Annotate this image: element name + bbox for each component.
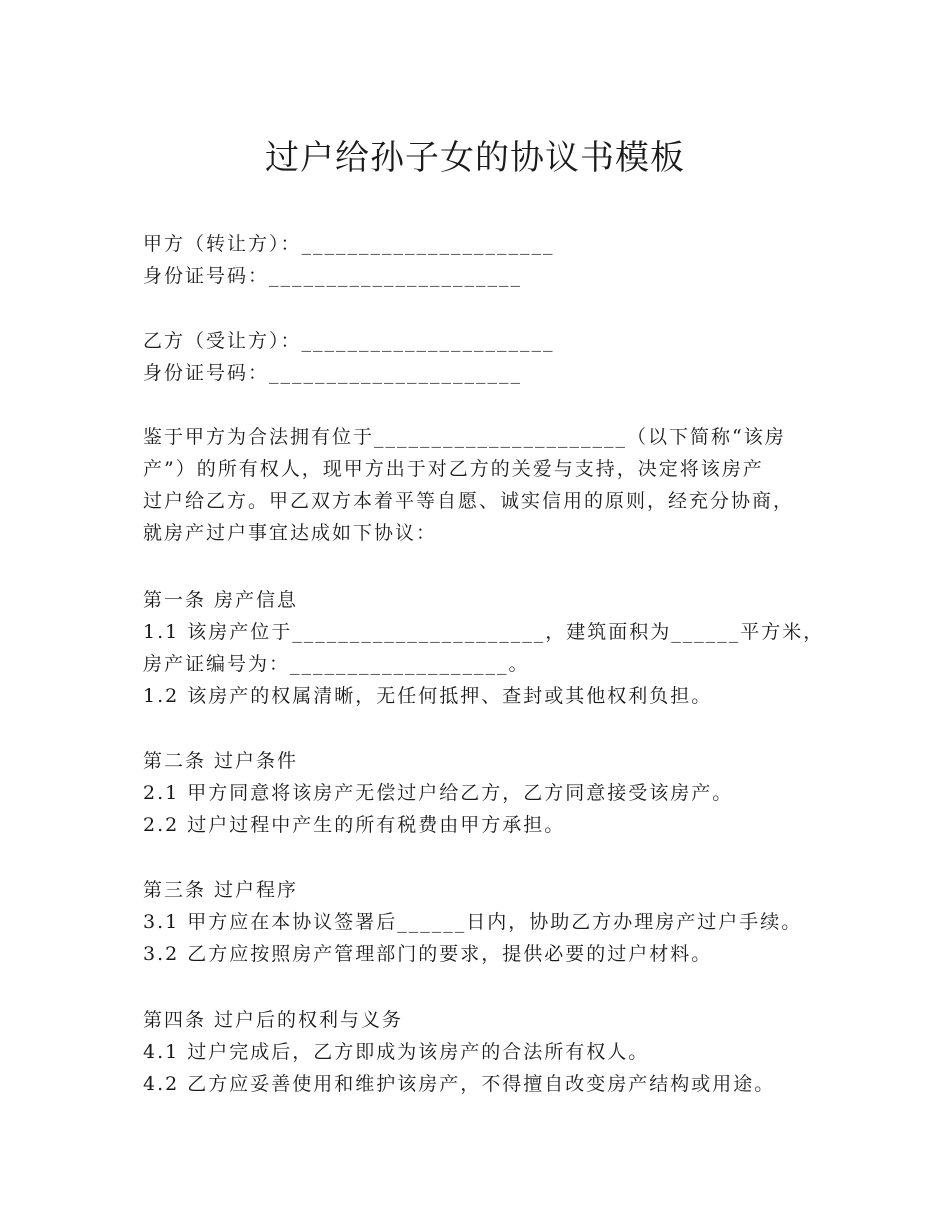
preamble-line: 就房产过户事宜达成如下协议： [143,522,438,544]
article3-line: 3.1 甲方应在本协议签署后______日内，协助乙方办理房产过户手续。 [143,911,803,933]
article2-line: 2.2 过户过程中产生的所有税费由甲方承担。 [143,814,566,836]
preamble-line: 过户给乙方。甲乙双方本着平等自愿、诚实信用的原则，经充分协商， [143,490,795,512]
article3-line: 3.2 乙方应按照房产管理部门的要求，提供必要的过户材料。 [143,943,713,965]
party-a-label: 甲方（转让方）：______________________ [143,233,555,255]
preamble-line: 产”）的所有权人，现甲方出于对乙方的关爱与支持，决定将该房产 [143,458,764,480]
preamble-line: 鉴于甲方为合法拥有位于______________________（以下简称“该房 [143,426,786,448]
article1-line: 房产证编号为：___________________。 [143,653,530,675]
article1-heading: 第一条 房产信息 [143,589,299,611]
article2-line: 2.1 甲方同意将该房产无偿过户给乙方，乙方同意接受该房产。 [143,782,734,804]
party-a-id: 身份证号码：______________________ [143,265,523,287]
article4-line: 4.1 过户完成后，乙方即成为该房产的合法所有权人。 [143,1041,650,1063]
article3-heading: 第三条 过户程序 [143,879,299,901]
article1-line: 1.1 该房产位于______________________，建筑面积为______平方米， [143,621,825,643]
article4-heading: 第四条 过户后的权利与义务 [143,1009,404,1031]
article1-line: 1.2 该房产的权属清晰，无任何抵押、查封或其他权利负担。 [143,685,713,707]
article4-line: 4.2 乙方应妥善使用和维护该房产，不得擅自改变房产结构或用途。 [143,1073,776,1095]
party-b-label: 乙方（受让方）：______________________ [143,330,555,352]
party-b-id: 身份证号码：______________________ [143,362,523,384]
document-title: 过户给孙子女的协议书模板 [265,138,685,178]
article2-heading: 第二条 过户条件 [143,750,299,772]
